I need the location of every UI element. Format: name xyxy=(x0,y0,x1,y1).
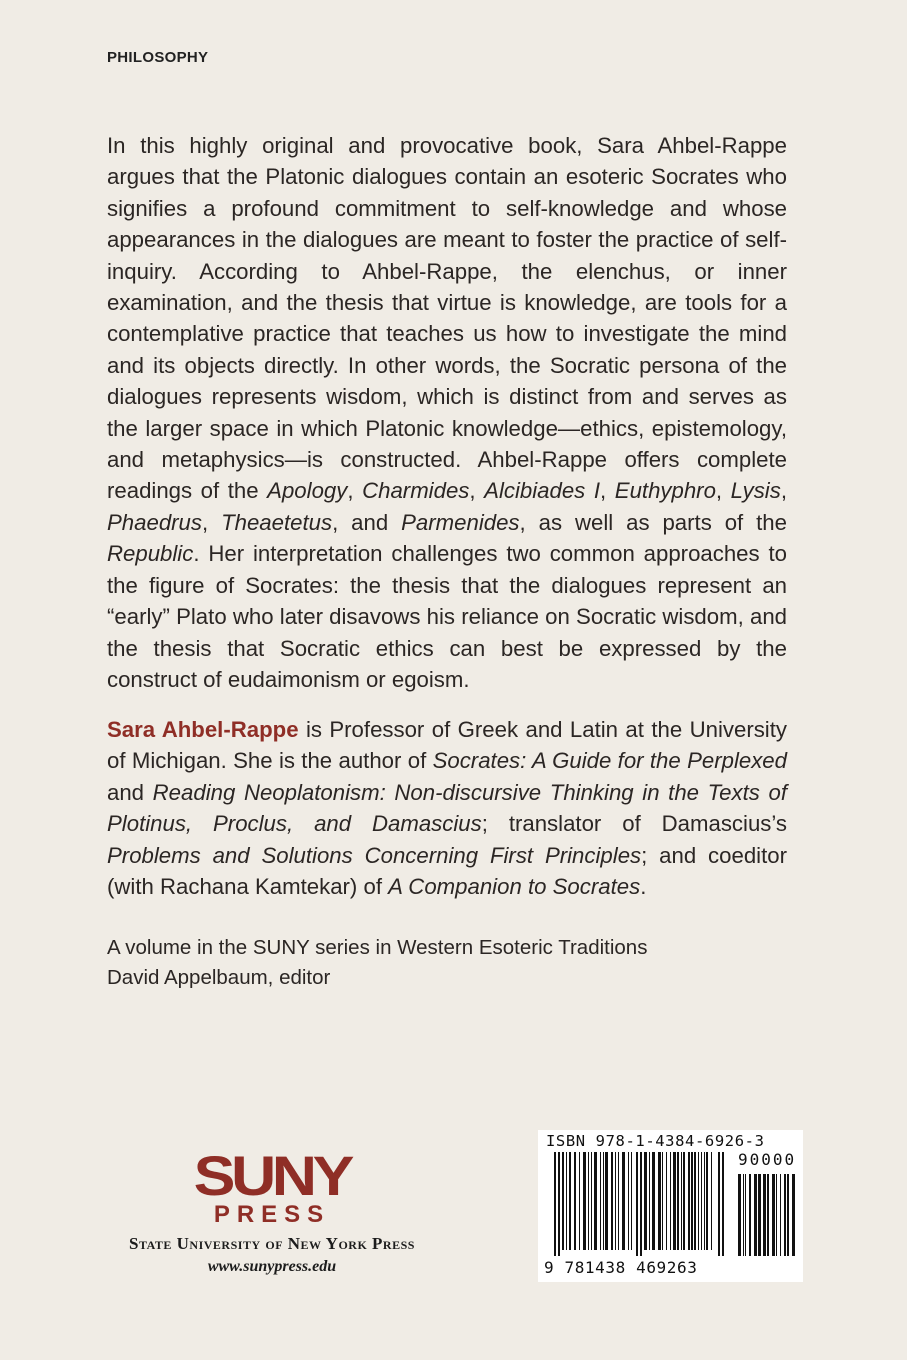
barcode-bar xyxy=(673,1152,676,1250)
publisher-url: www.sunypress.edu xyxy=(207,1258,337,1275)
text-run: , xyxy=(600,478,615,504)
barcode-addon-bar xyxy=(743,1174,744,1256)
barcode-addon-bar xyxy=(776,1174,777,1256)
barcode-bar xyxy=(658,1152,661,1250)
text-run: . Her interpretation challenges two common approaches to the figure of Socrates: the thesis that the dialogues represent an “early” Plato who later disavows his reliance on Socratic wisdom, and the thesis that Socratic ethics can best be expressed by the construct of eudaimonism or egoism. xyxy=(107,541,787,692)
text-run: . xyxy=(640,874,647,900)
text-run: , and xyxy=(332,509,402,535)
barcode-bar xyxy=(644,1152,647,1250)
barcode-bar xyxy=(711,1152,712,1250)
book-description xyxy=(107,130,787,695)
barcode-addon-bar xyxy=(745,1174,746,1256)
barcode-bar xyxy=(704,1152,705,1250)
publisher-name: State University of New York Press xyxy=(129,1234,415,1253)
barcode-addon-bar xyxy=(784,1174,786,1256)
barcode-guard-bar xyxy=(554,1152,556,1256)
italic-title: Problems and Solutions Concerning First Principles xyxy=(107,842,642,868)
text-run: and xyxy=(107,779,153,805)
barcode-addon-bar xyxy=(787,1174,789,1256)
barcode-guard-bar xyxy=(718,1152,720,1256)
barcode-bar xyxy=(631,1152,632,1250)
italic-title: Charmides xyxy=(362,478,470,504)
barcode-bar xyxy=(569,1152,571,1250)
text-run: In this highly original and provocative book, Sara Ahbel-Rappe argues that the Platonic dialogues contain an esoteric Socrates who signifies a profound commitment to self-knowledge and whose appearances in the dialogues are meant to foster the practice of self-inquiry. According to Ahbel-Rappe, the elenchus, or inner examination, and the thesis that virtue is knowledge, are tools for a contemplative practice that teaches us how to investigate the mind and its objects directly. In other words, the Socratic persona of the dialogues represents wisdom, which is distinct from and serves as the larger space in which Platonic knowledge—ethics, epistemology, and metaphysics—is constructed. Ahbel-Rappe offers complete readings of the xyxy=(107,133,787,504)
italic-title: Alcibiades I xyxy=(484,478,601,504)
barcode-addon-bar xyxy=(758,1174,761,1256)
barcode-addon-bar xyxy=(792,1174,795,1256)
author-name: Sara Ahbel-Rappe xyxy=(107,717,299,742)
barcode-guard-bar xyxy=(722,1152,724,1256)
barcode-guard-bar xyxy=(636,1152,638,1256)
barcode-bar xyxy=(677,1152,679,1250)
series-editor: David Appelbaum, editor xyxy=(107,966,331,989)
barcode-addon-bar xyxy=(780,1174,781,1256)
italic-title: Socrates: A Guide for the Perplexed xyxy=(432,748,787,774)
barcode-bar xyxy=(579,1152,580,1250)
italic-title: Republic xyxy=(107,541,194,567)
series-info xyxy=(107,933,787,993)
text-run: , as well as parts of the xyxy=(519,509,787,535)
barcode-bar xyxy=(698,1152,699,1250)
logo-suny-wordmark: SUNY xyxy=(193,1144,351,1207)
author-bio-text xyxy=(107,717,787,899)
barcode-bar xyxy=(566,1152,567,1250)
barcode-bar xyxy=(666,1152,667,1250)
barcode-bar xyxy=(594,1152,597,1250)
italic-title: Reading Neoplatonism: Non-discursive Thinking in the Texts of Plotinus, Proclus, and Damascius xyxy=(107,779,787,837)
barcode-bar xyxy=(583,1152,586,1250)
barcode-bar xyxy=(691,1152,693,1250)
barcode-addon-digits: 90000 xyxy=(738,1150,797,1169)
barcode-bar xyxy=(701,1152,702,1250)
logo-press-wordmark: PRESS xyxy=(213,1201,331,1228)
barcode-bar xyxy=(683,1152,685,1250)
italic-title: Euthyphro xyxy=(614,478,716,504)
publisher-logo xyxy=(107,1144,437,1276)
text-run: ; translator of Damascius’s xyxy=(481,811,787,837)
barcode-bar xyxy=(591,1152,592,1250)
barcode-bar xyxy=(670,1152,671,1250)
barcode-guard-bar xyxy=(558,1152,560,1256)
barcode-bar xyxy=(688,1152,690,1250)
barcode-bar xyxy=(615,1152,616,1250)
barcode-bar xyxy=(618,1152,619,1250)
barcode-bar xyxy=(605,1152,608,1250)
barcode-bar xyxy=(649,1152,650,1250)
barcode-bar xyxy=(562,1152,564,1250)
barcode-ean-digits: 9 781438 469263 xyxy=(544,1258,698,1277)
barcode-bar xyxy=(694,1152,696,1250)
barcode-bar xyxy=(611,1152,613,1250)
barcode-addon-bar xyxy=(772,1174,775,1256)
barcode-bar xyxy=(574,1152,576,1250)
barcode-bar xyxy=(628,1152,629,1250)
text-run: , xyxy=(715,478,731,504)
barcode-bar xyxy=(652,1152,655,1250)
isbn-barcode xyxy=(538,1130,803,1282)
series-line: A volume in the SUNY series in Western Esoteric Traditions xyxy=(107,936,648,959)
barcode-addon-bar xyxy=(738,1174,741,1256)
barcode-bar xyxy=(588,1152,589,1250)
text-run: , xyxy=(347,478,363,504)
text-run: , xyxy=(201,509,222,535)
italic-title: Apology xyxy=(267,478,348,504)
text-run: , xyxy=(780,478,787,504)
italic-title: Lysis xyxy=(730,478,781,504)
category-label: PHILOSOPHY xyxy=(107,49,209,66)
barcode-guard-bar xyxy=(640,1152,642,1256)
barcode-addon-bar xyxy=(763,1174,766,1256)
text-run: is Professor of Greek and Latin at the University of Michigan. She is the author of xyxy=(107,717,787,774)
barcode-bar xyxy=(600,1152,601,1250)
text-run: ; and coeditor (with Rachana Kamtekar) of xyxy=(107,842,787,900)
italic-title: Phaedrus xyxy=(107,509,202,535)
italic-title: Theaetetus xyxy=(221,509,333,535)
text-run: , xyxy=(469,478,485,504)
barcode-bar xyxy=(603,1152,604,1250)
author-bio xyxy=(107,714,787,902)
barcode-bar xyxy=(662,1152,663,1250)
isbn-number: ISBN 978-1-4384-6926-3 xyxy=(546,1132,765,1150)
italic-title: A Companion to Socrates xyxy=(388,874,641,900)
barcode-bar xyxy=(706,1152,708,1250)
italic-title: Parmenides xyxy=(401,509,520,535)
barcode-bar xyxy=(622,1152,625,1250)
barcode-bar xyxy=(681,1152,682,1250)
barcode-addon-bar xyxy=(754,1174,757,1256)
barcode-addon-bar xyxy=(749,1174,751,1256)
barcode-addon-bar xyxy=(767,1174,769,1256)
